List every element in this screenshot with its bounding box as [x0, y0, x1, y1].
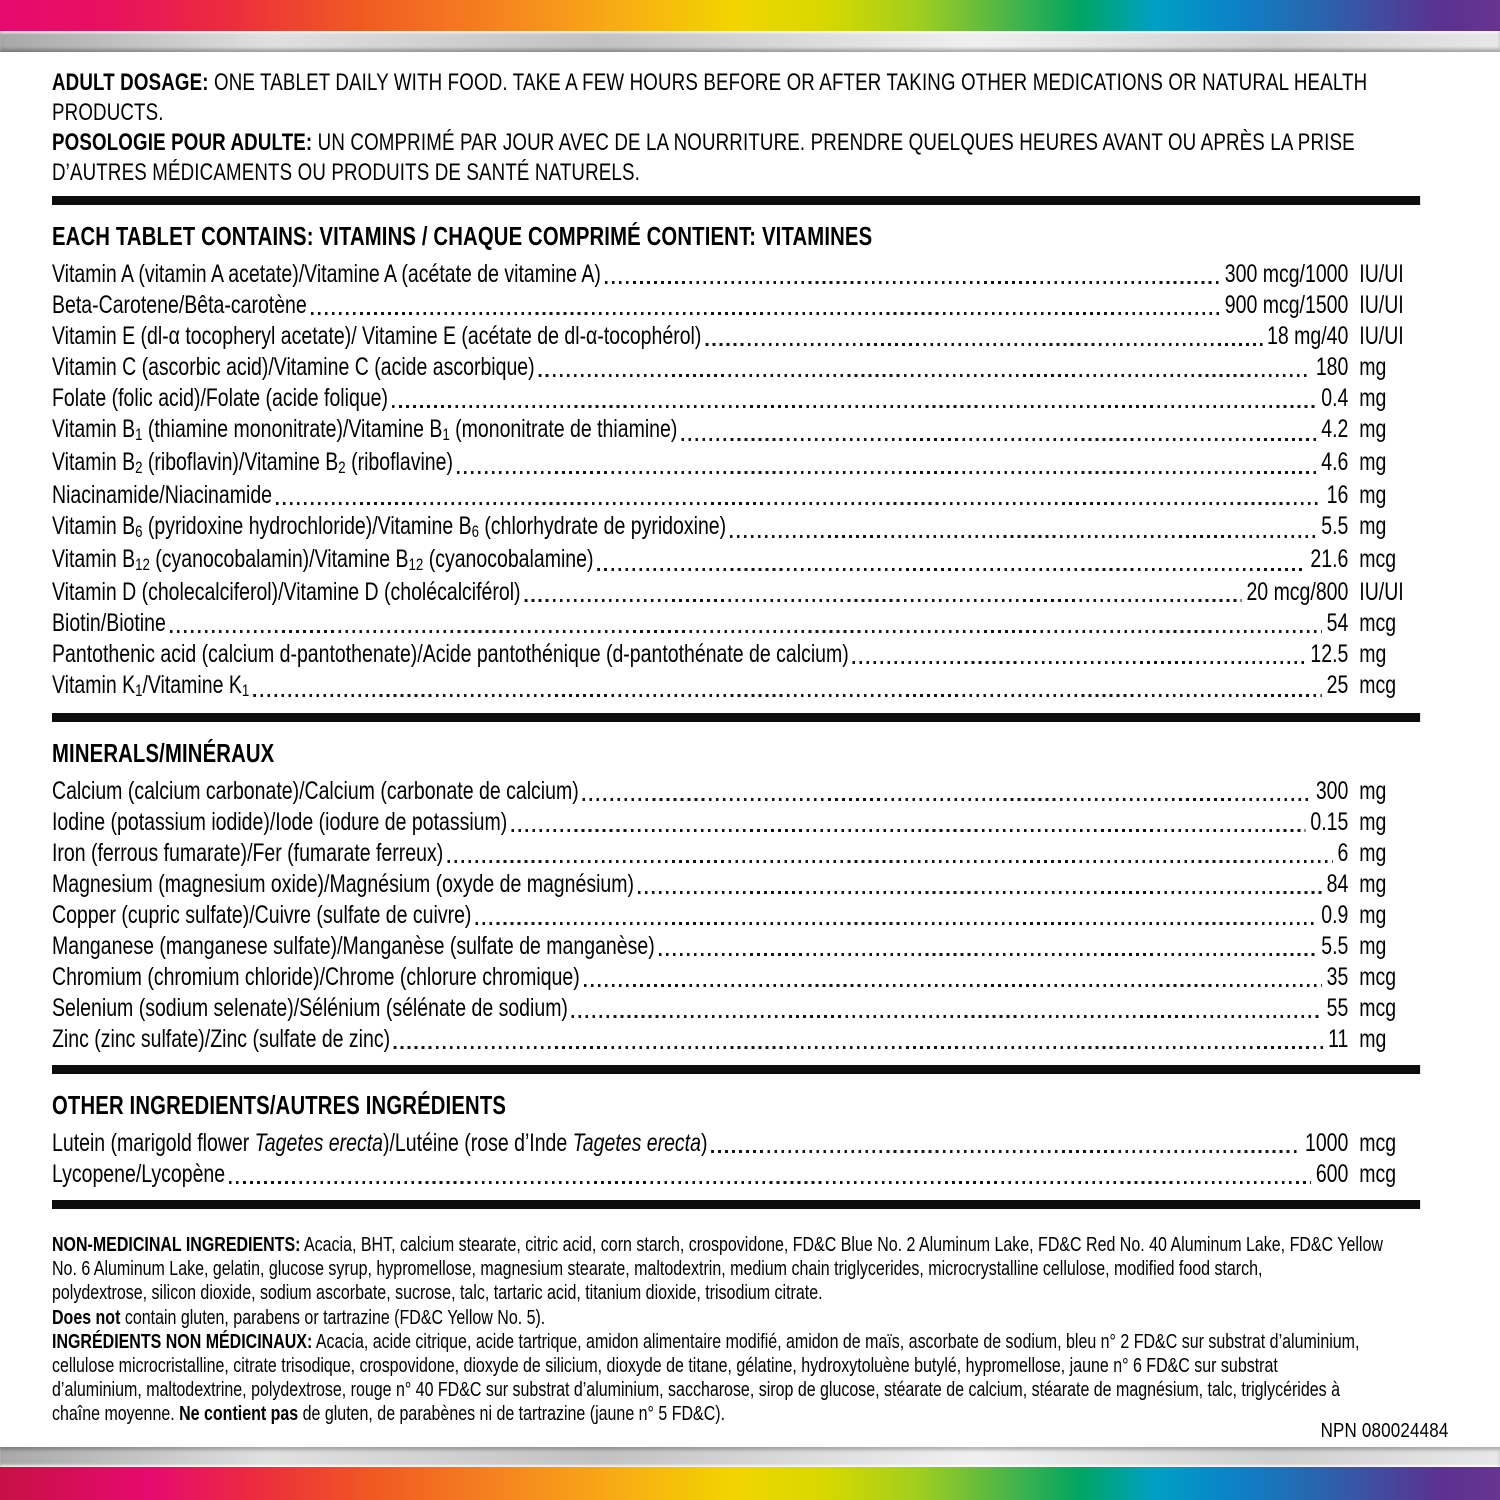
ingredient-amount: 300 mcg/1000 — [1224, 260, 1349, 288]
footnote-line: cellulose microcristalline, citrate trisodique, crospovidone, dioxyde de silicium, dioxyde de titane, gélatine, hydroxytoluène butylé, hypromellose, jaune n° 6 FD&C sur substrat — [52, 1354, 1278, 1378]
ingredient-row — [52, 931, 1420, 962]
ingredient-sections — [52, 196, 1420, 1209]
ingredient-unit: mcg — [1359, 545, 1397, 573]
ingredient-row — [52, 414, 1420, 447]
ingredient-row — [52, 480, 1420, 511]
ingredient-unit: mcg — [1359, 609, 1397, 637]
ingredient-row — [52, 544, 1420, 577]
divider-rule — [52, 713, 1420, 722]
leader-dots — [572, 1015, 1322, 1018]
ingredient-row — [52, 383, 1420, 414]
ingredient-amount: 0.4 — [1321, 384, 1349, 412]
leader-dots — [638, 891, 1322, 894]
ingredient-unit: mg — [1359, 512, 1387, 540]
non-medicinal-block — [52, 1233, 1420, 1427]
ingredient-unit: mcg — [1359, 1129, 1397, 1157]
ingredient-name: Vitamin B1 (thiamine mononitrate)/Vitamine B1 (mononitrate de thiamine) — [52, 415, 678, 445]
footnote-line: d’aluminium, maltodextrine, polydextrose, rouge n° 40 FD&C sur substrat d’aluminium, saccharose, sirop de glucose, stéarate de calcium, stéarate de magnésium, talc, triglycérides à — [52, 1378, 1340, 1402]
ingredient-row — [52, 1128, 1420, 1159]
ingredient-amount: 5.5 — [1321, 512, 1349, 540]
ingredient-amount: 11 — [1328, 1025, 1349, 1053]
dosage-line: PRODUCTS. — [52, 99, 164, 126]
ingredient-amount: 21.6 — [1310, 545, 1349, 573]
leader-dots — [539, 374, 1312, 377]
ingredient-amount: 6 — [1337, 839, 1349, 867]
ingredient-name: Biotin/Biotine — [52, 609, 166, 637]
ingredient-amount: 4.6 — [1321, 448, 1349, 476]
ingredient-name: Niacinamide/Niacinamide — [52, 481, 273, 509]
leader-dots — [457, 471, 1317, 474]
ingredient-unit: mg — [1359, 353, 1387, 381]
ingredient-row — [52, 962, 1420, 993]
ingredient-amount: 35 — [1326, 963, 1349, 991]
leader-dots — [229, 1181, 1311, 1184]
ingredient-name: Vitamin B12 (cyanocobalamin)/Vitamine B12 (cyanocobalamine) — [52, 545, 594, 575]
ingredient-unit: mg — [1359, 415, 1387, 443]
footnote-line: chaîne moyenne. Ne contient pas de gluten, de parabènes ni de tartrazine (jaune n° 5 FD&C). — [52, 1402, 726, 1426]
ingredient-row — [52, 1024, 1420, 1055]
npn-number: NPN 080024484 — [1320, 1420, 1448, 1442]
ingredient-name: Vitamin K1/Vitamine K1 — [52, 671, 250, 701]
ingredient-amount: 600 — [1315, 1160, 1349, 1188]
ingredient-amount: 54 — [1326, 609, 1349, 637]
ingredient-unit: mg — [1359, 640, 1387, 668]
section-title: EACH TABLET CONTAINS: VITAMINS / CHAQUE COMPRIMÉ CONTIENT: VITAMINES — [52, 221, 873, 251]
ingredient-row — [52, 290, 1420, 321]
ingredient-amount: 300 — [1315, 777, 1349, 805]
leader-dots — [311, 312, 1220, 315]
leader-dots — [597, 568, 1305, 571]
leader-dots — [170, 630, 1322, 633]
ingredient-name: Zinc (zinc sulfate)/Zinc (sulfate de zinc) — [52, 1025, 391, 1053]
ingredient-row — [52, 838, 1420, 869]
footnote-line: INGRÉDIENTS NON MÉDICINAUX: Acacia, acide citrique, acide tartrique, amidon alimentaire modifié, amidon de maïs, ascorbate de sodium, bleu n° 2 FD&C sur substrat d’aluminium, — [52, 1329, 1360, 1353]
divider-rule — [52, 1200, 1420, 1209]
leader-dots — [681, 438, 1316, 441]
dosage-line: D’AUTRES MÉDICAMENTS OU PRODUITS DE SANTÉ NATURELS. — [52, 159, 640, 186]
ingredient-row — [52, 807, 1420, 838]
ingredient-row — [52, 447, 1420, 480]
ingredient-row — [52, 321, 1420, 352]
ingredient-name: Vitamin B6 (pyridoxine hydrochloride)/Vitamine B6 (chlorhydrate de pyridoxine) — [52, 512, 727, 542]
ingredient-amount: 900 mcg/1500 — [1224, 291, 1349, 319]
rainbow-bar-top — [0, 0, 1500, 31]
ingredient-row — [52, 259, 1420, 290]
ingredient-unit: mg — [1359, 1025, 1387, 1053]
divider-rule — [52, 196, 1420, 205]
ingredient-unit: mg — [1359, 870, 1387, 898]
dosage-line: POSOLOGIE POUR ADULTE: UN COMPRIMÉ PAR JOUR AVEC DE LA NOURRITURE. PRENDRE QUELQUES HEURES AVANT OU APRÈS LA PRISE — [52, 129, 1355, 156]
ingredient-amount: 55 — [1326, 994, 1349, 1022]
silver-bar-bottom — [0, 1447, 1500, 1467]
ingredient-amount: 12.5 — [1310, 640, 1349, 668]
ingredient-amount: 20 mcg/800 — [1246, 578, 1349, 606]
leader-dots — [394, 1046, 1323, 1049]
leader-dots — [524, 599, 1241, 602]
ingredient-name: Manganese (manganese sulfate)/Manganèse (sulfate de manganèse) — [52, 932, 655, 960]
ingredient-amount: 18 mg/40 — [1267, 322, 1349, 350]
ingredient-unit: mcg — [1359, 671, 1397, 699]
ingredient-unit: mg — [1359, 839, 1387, 867]
ingredient-amount: 180 — [1315, 353, 1349, 381]
ingredient-row — [52, 670, 1420, 703]
ingredient-row — [52, 1159, 1420, 1190]
ingredient-unit: mg — [1359, 384, 1387, 412]
footnote-line: No. 6 Aluminum Lake, gelatin, glucose syrup, hypromellose, magnesium stearate, maltodextrin, medium chain triglycerides, microcrystalline cellulose, modified food starch, — [52, 1257, 1263, 1281]
ingredient-name: Vitamin E (dl-α tocopheryl acetate)/ Vitamine E (acétate de dl-α-tocophérol) — [52, 322, 702, 350]
ingredient-name: Calcium (calcium carbonate)/Calcium (carbonate de calcium) — [52, 777, 579, 805]
leader-dots — [705, 343, 1262, 346]
ingredient-name: Vitamin C (ascorbic acid)/Vitamine C (acide ascorbique) — [52, 353, 535, 381]
ingredient-row — [52, 776, 1420, 807]
ingredient-amount: 84 — [1326, 870, 1349, 898]
ingredient-row — [52, 869, 1420, 900]
ingredient-unit: mg — [1359, 808, 1387, 836]
leader-dots — [276, 502, 1322, 505]
ingredient-name: Vitamin D (cholecalciferol)/Vitamine D (cholécalciférol) — [52, 578, 521, 606]
ingredient-row — [52, 608, 1420, 639]
ingredient-amount: 25 — [1326, 671, 1349, 699]
ingredient-name: Magnesium (magnesium oxide)/Magnésium (oxyde de magnésium) — [52, 870, 635, 898]
ingredient-amount: 1000 — [1304, 1129, 1349, 1157]
leader-dots — [392, 405, 1317, 408]
ingredient-unit: IU/UI — [1359, 260, 1404, 288]
ingredient-unit: mg — [1359, 901, 1387, 929]
ingredient-amount: 0.9 — [1321, 901, 1349, 929]
ingredient-amount: 0.15 — [1310, 808, 1349, 836]
ingredient-row — [52, 511, 1420, 544]
ingredient-amount: 16 — [1326, 481, 1349, 509]
leader-dots — [605, 281, 1220, 284]
leader-dots — [253, 694, 1322, 697]
ingredient-name: Chromium (chromium chloride)/Chrome (chlorure chromique) — [52, 963, 580, 991]
rainbow-bar-bottom — [0, 1467, 1500, 1500]
section-title: OTHER INGREDIENTS/AUTRES INGRÉDIENTS — [52, 1090, 507, 1120]
ingredient-name: Beta-Carotene/Bêta-carotène — [52, 291, 307, 319]
ingredient-row — [52, 352, 1420, 383]
leader-dots — [447, 860, 1333, 863]
label-content — [52, 52, 1420, 1427]
ingredient-name: Vitamin B2 (riboflavin)/Vitamine B2 (riboflavine) — [52, 448, 453, 478]
leader-dots — [511, 829, 1306, 832]
ingredient-unit: mg — [1359, 448, 1387, 476]
footnote-line: polydextrose, silicon dioxide, sodium ascorbate, sucrose, talc, tartaric acid, titanium dioxide, trisodium citrate. — [52, 1281, 823, 1305]
ingredient-unit: mg — [1359, 777, 1387, 805]
ingredient-name: Iodine (potassium iodide)/Iode (iodure de potassium) — [52, 808, 508, 836]
leader-dots — [475, 922, 1316, 925]
ingredient-name: Pantothenic acid (calcium d-pantothenate)/Acide pantothénique (d-pantothénate de calcium) — [52, 640, 849, 668]
leader-dots — [711, 1150, 1300, 1153]
leader-dots — [583, 798, 1312, 801]
footnote-line: Does not contain gluten, parabens or tartrazine (FD&C Yellow No. 5). — [52, 1305, 546, 1329]
ingredient-row — [52, 900, 1420, 931]
ingredient-unit: mcg — [1359, 963, 1397, 991]
ingredient-name: Iron (ferrous fumarate)/Fer (fumarate ferreux) — [52, 839, 444, 867]
ingredient-row — [52, 993, 1420, 1024]
ingredient-name: Lycopene/Lycopène — [52, 1160, 226, 1188]
ingredient-row — [52, 639, 1420, 670]
ingredient-unit: mg — [1359, 481, 1387, 509]
ingredient-unit: IU/UI — [1359, 578, 1404, 606]
ingredient-name: Selenium (sodium selenate)/Sélénium (sélénate de sodium) — [52, 994, 568, 1022]
dosage-line: ADULT DOSAGE: ONE TABLET DAILY WITH FOOD. TAKE A FEW HOURS BEFORE OR AFTER TAKING OTHER MEDICATIONS OR NATURAL HEALTH — [52, 69, 1368, 96]
leader-dots — [584, 984, 1322, 987]
ingredient-unit: mcg — [1359, 1160, 1397, 1188]
ingredient-unit: IU/UI — [1359, 322, 1404, 350]
leader-dots — [853, 661, 1306, 664]
ingredient-row — [52, 577, 1420, 608]
dosage-block — [52, 68, 1420, 188]
ingredient-name: Copper (cupric sulfate)/Cuivre (sulfate de cuivre) — [52, 901, 472, 929]
ingredient-name: Folate (folic acid)/Folate (acide folique) — [52, 384, 388, 412]
ingredient-name: Lutein (marigold flower Tagetes erecta)/Lutéine (rose d’Inde Tagetes erecta) — [52, 1129, 708, 1157]
silver-bar-top — [0, 31, 1500, 52]
section-title: MINERALS/MINÉRAUX — [52, 738, 275, 768]
leader-dots — [730, 535, 1317, 538]
footnote-line: NON-MEDICINAL INGREDIENTS: Acacia, BHT, calcium stearate, citric acid, corn starch, crospovidone, FD&C Blue No. 2 Aluminum Lake, FD&C Red No. 40 Aluminum Lake, FD&C Yellow — [52, 1233, 1383, 1256]
leader-dots — [659, 953, 1317, 956]
ingredient-name: Vitamin A (vitamin A acetate)/Vitamine A (acétate de vitamine A) — [52, 260, 601, 288]
ingredient-amount: 4.2 — [1321, 415, 1349, 443]
ingredient-unit: mcg — [1359, 994, 1397, 1022]
divider-rule — [52, 1065, 1420, 1074]
ingredient-amount: 5.5 — [1321, 932, 1349, 960]
ingredient-unit: mg — [1359, 932, 1387, 960]
ingredient-unit: IU/UI — [1359, 291, 1404, 319]
